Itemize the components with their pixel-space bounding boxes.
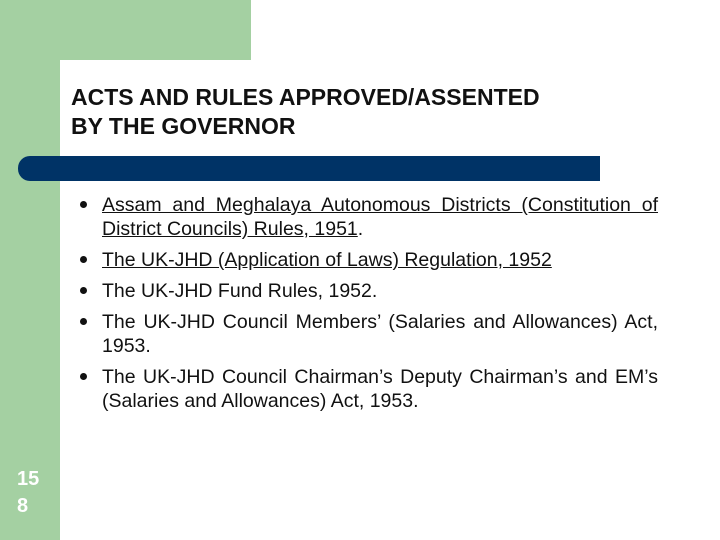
title-line2: BY THE GOVERNOR — [71, 113, 296, 139]
slide-number — [0, 466, 60, 520]
list-item-text: The UK-JHD Council Chairman’s Deputy Chairman’s and EM’s (Salaries and Allowances) Act, 1953. — [102, 366, 658, 412]
list-item — [80, 310, 658, 358]
list-item-link[interactable]: The UK-JHD (Application of Laws) Regulation, 1952 — [102, 249, 552, 271]
title-line1: ACTS AND RULES APPROVED/ASSENTED — [71, 84, 540, 110]
top-green-band — [0, 0, 251, 60]
list-item-text: The UK-JHD Council Members’ (Salaries and Allowances) Act, 1953. — [102, 311, 658, 357]
list-item — [80, 365, 658, 413]
slide-number-line2: 8 — [17, 495, 29, 517]
acts-list — [80, 193, 658, 420]
bullet-dot-icon — [80, 318, 87, 325]
list-item — [80, 193, 658, 241]
list-item-link[interactable]: Assam and Meghalaya Autonomous Districts (Constitution of District Councils) Rules, 1951 — [102, 194, 658, 240]
left-green-band — [0, 0, 60, 540]
slide-title — [71, 83, 671, 141]
bullet-dot-icon — [80, 256, 87, 263]
title-divider-bar — [18, 156, 600, 181]
list-item-suffix: . — [357, 218, 364, 240]
slide-number-line1: 15 — [17, 468, 40, 490]
bullet-dot-icon — [80, 287, 87, 294]
list-item — [80, 279, 658, 303]
list-item-text: The UK-JHD Fund Rules, 1952. — [102, 280, 378, 302]
bullet-dot-icon — [80, 201, 87, 208]
bullet-dot-icon — [80, 373, 87, 380]
list-item — [80, 248, 658, 272]
